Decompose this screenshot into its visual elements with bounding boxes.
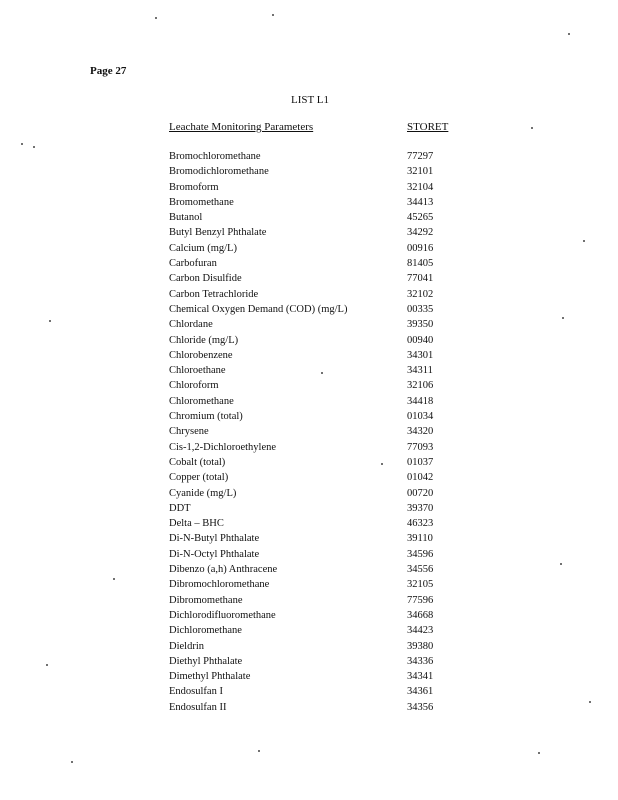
storet-code: 34292 xyxy=(407,227,434,239)
storet-code: 77596 xyxy=(407,594,434,606)
parameter-name: Endosulfan I xyxy=(169,686,223,698)
storet-code: 34356 xyxy=(407,701,434,713)
table-row xyxy=(169,577,469,592)
table-row xyxy=(169,409,469,424)
parameter-name: Chlorobenzene xyxy=(169,349,233,361)
table-row xyxy=(169,256,469,271)
storet-code: 34413 xyxy=(407,196,434,208)
table-row xyxy=(169,562,469,577)
parameter-name: Dibromochloromethane xyxy=(169,579,270,591)
parameter-name: Endosulfan II xyxy=(169,701,227,713)
table-row xyxy=(169,501,469,516)
column-header-parameter: Leachate Monitoring Parameters xyxy=(169,121,314,133)
storet-code: 34596 xyxy=(407,548,434,560)
column-header-storet: STORET xyxy=(407,121,449,133)
table-row xyxy=(169,654,469,669)
parameter-name: Chlordane xyxy=(169,319,213,331)
storet-code: 77297 xyxy=(407,151,434,162)
parameter-name: Copper (total) xyxy=(169,472,229,484)
parameter-name: Dibromomethane xyxy=(169,594,243,606)
table-row xyxy=(169,241,469,256)
parameter-name: Butyl Benzyl Phthalate xyxy=(169,227,267,239)
table-row xyxy=(169,516,469,531)
storet-code: 46323 xyxy=(407,518,434,530)
storet-code: 00940 xyxy=(407,334,434,346)
storet-code: 39380 xyxy=(407,640,434,652)
storet-code: 45265 xyxy=(407,212,434,224)
storet-code: 34320 xyxy=(407,426,434,438)
storet-code: 39350 xyxy=(407,319,434,331)
table-row xyxy=(169,623,469,638)
parameter-name: Chromium (total) xyxy=(169,411,243,423)
parameter-name: Carbofuran xyxy=(169,258,217,270)
storet-code: 01037 xyxy=(407,456,434,468)
table-row xyxy=(169,363,469,378)
parameter-name: Chloroform xyxy=(169,380,219,392)
table-row xyxy=(169,271,469,286)
page-number: Page 27 xyxy=(90,65,127,77)
table-row xyxy=(169,684,469,699)
parameter-name: Cyanide (mg/L) xyxy=(169,487,237,499)
table-row xyxy=(169,225,469,240)
parameter-name: Carbon Disulfide xyxy=(169,273,242,285)
parameter-name: Calcium (mg/L) xyxy=(169,242,237,254)
table-row xyxy=(169,593,469,608)
table-row xyxy=(169,317,469,332)
table-row xyxy=(169,455,469,470)
table-row xyxy=(169,486,469,501)
storet-code: 01042 xyxy=(407,472,434,484)
parameter-name: DDT xyxy=(169,502,191,514)
table-row xyxy=(169,195,469,210)
parameter-name: Di-N-Butyl Phthalate xyxy=(169,533,260,545)
storet-code: 34301 xyxy=(407,349,434,361)
storet-code: 34668 xyxy=(407,609,434,621)
table-row xyxy=(169,440,469,455)
table-row xyxy=(169,287,469,302)
parameter-name: Dimethyl Phthalate xyxy=(169,671,251,683)
table-row xyxy=(169,180,469,195)
parameter-name: Cobalt (total) xyxy=(169,456,226,468)
parameter-list xyxy=(169,149,469,715)
parameter-name: Chloromethane xyxy=(169,395,234,407)
storet-code: 32104 xyxy=(407,181,434,193)
storet-code: 81405 xyxy=(407,258,434,270)
storet-code: 32105 xyxy=(407,579,434,591)
storet-code: 39110 xyxy=(407,533,433,545)
parameter-name: Butanol xyxy=(169,212,203,224)
parameter-name: Carbon Tetrachloride xyxy=(169,288,259,300)
table-row xyxy=(169,333,469,348)
list-title: LIST L1 xyxy=(291,94,329,106)
storet-code: 39370 xyxy=(407,502,434,514)
storet-code: 34361 xyxy=(407,686,434,698)
storet-code: 34418 xyxy=(407,395,434,407)
storet-code: 77093 xyxy=(407,441,434,453)
parameter-name: Chloroethane xyxy=(169,365,226,377)
table-row xyxy=(169,547,469,562)
parameter-name: Bromodichloromethane xyxy=(169,166,269,178)
table-row xyxy=(169,531,469,546)
parameter-name: Di-N-Octyl Phthalate xyxy=(169,548,260,560)
table-row xyxy=(169,149,469,164)
storet-code: 00720 xyxy=(407,487,434,499)
table-row xyxy=(169,378,469,393)
parameter-name: Bromochloromethane xyxy=(169,151,261,162)
storet-code: 00335 xyxy=(407,303,434,315)
storet-code: 34556 xyxy=(407,564,434,576)
storet-code: 34311 xyxy=(407,365,433,377)
parameter-name: Bromoform xyxy=(169,181,219,193)
parameter-name: Cis-1,2-Dichloroethylene xyxy=(169,441,277,453)
table-row xyxy=(169,348,469,363)
parameter-name: Diethyl Phthalate xyxy=(169,655,243,667)
storet-code: 32101 xyxy=(407,166,434,178)
parameter-name: Dichloromethane xyxy=(169,625,242,637)
table-row xyxy=(169,700,469,715)
table-row xyxy=(169,164,469,179)
parameter-name: Chloride (mg/L) xyxy=(169,334,239,346)
table-row xyxy=(169,608,469,623)
table-row xyxy=(169,210,469,225)
parameter-name: Delta – BHC xyxy=(169,518,224,530)
table-row xyxy=(169,424,469,439)
storet-code: 34423 xyxy=(407,625,434,637)
storet-code: 01034 xyxy=(407,411,434,423)
parameter-name: Chemical Oxygen Demand (COD) (mg/L) xyxy=(169,303,348,315)
storet-code: 34341 xyxy=(407,671,434,683)
storet-code: 32106 xyxy=(407,380,434,392)
table-row xyxy=(169,669,469,684)
table-row xyxy=(169,470,469,485)
parameter-name: Bromomethane xyxy=(169,196,234,208)
parameter-name: Dibenzo (a,h) Anthracene xyxy=(169,564,278,576)
parameter-name: Chrysene xyxy=(169,426,209,438)
storet-code: 32102 xyxy=(407,288,434,300)
table-row xyxy=(169,302,469,317)
parameter-name: Dieldrin xyxy=(169,640,204,652)
storet-code: 00916 xyxy=(407,242,434,254)
table-row xyxy=(169,639,469,654)
table-row xyxy=(169,394,469,409)
storet-code: 77041 xyxy=(407,273,434,285)
parameter-name: Dichlorodifluoromethane xyxy=(169,609,276,621)
storet-code: 34336 xyxy=(407,655,434,667)
